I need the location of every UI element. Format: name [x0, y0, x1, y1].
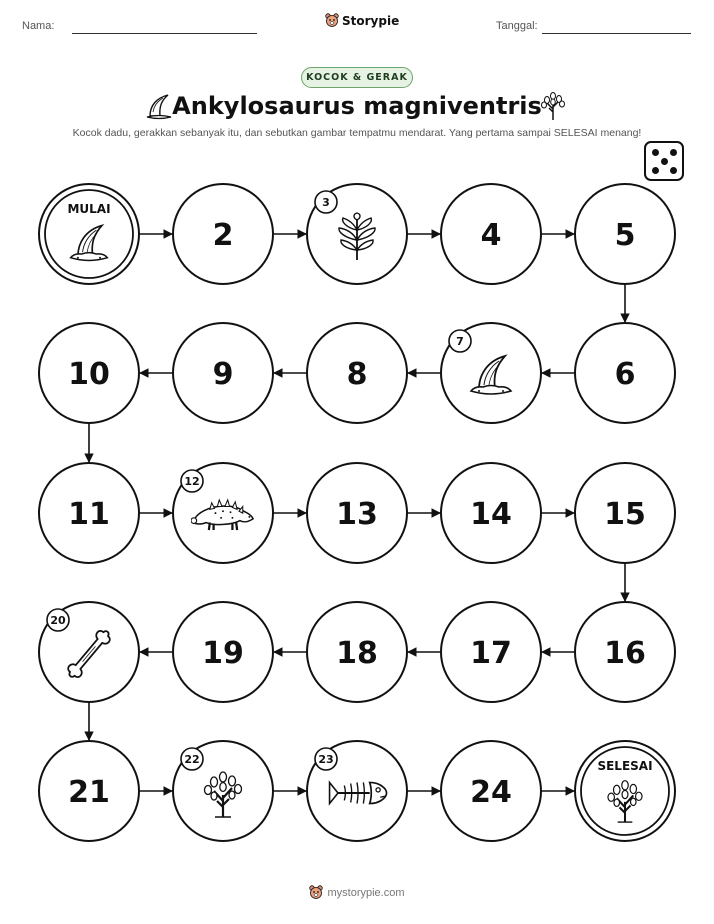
space-number: 14	[470, 497, 512, 532]
board-space	[575, 463, 675, 563]
space-number: 15	[604, 497, 646, 532]
board-space	[441, 463, 541, 563]
board-space	[39, 323, 139, 423]
board-space	[307, 602, 407, 702]
board-space	[39, 463, 139, 563]
space-number-badge: 3	[322, 196, 330, 209]
space-number: 9	[212, 357, 234, 392]
space-label: SELESAI	[597, 759, 653, 773]
start-space	[39, 184, 139, 284]
board-space	[307, 463, 407, 563]
category-badge: KOCOK & GERAK	[301, 67, 413, 88]
board-space	[441, 323, 541, 423]
instructions: Kocok dadu, gerakkan sebanyak itu, dan sebutkan gambar tempatmu mendarat. Yang pertama sampai SELESAI menang!	[72, 127, 642, 139]
board-space	[575, 184, 675, 284]
board-space	[307, 323, 407, 423]
board-space	[575, 323, 675, 423]
bear-icon	[309, 885, 323, 901]
board-space	[441, 741, 541, 841]
finish-space	[575, 741, 675, 841]
space-number-badge: 23	[318, 753, 334, 766]
space-label: MULAI	[67, 202, 111, 216]
board-space	[307, 184, 407, 284]
brand-name: Storypie	[342, 14, 400, 28]
board-space	[441, 602, 541, 702]
space-number: 19	[202, 636, 244, 671]
board-space	[39, 741, 139, 841]
footer-url: mystorypie.com	[327, 887, 405, 899]
board-space	[575, 602, 675, 702]
space-number: 13	[336, 497, 378, 532]
board-space	[173, 323, 273, 423]
space-number: 10	[68, 357, 110, 392]
board-space	[173, 602, 273, 702]
board-space	[39, 602, 139, 702]
space-number: 5	[614, 218, 636, 253]
board-space	[307, 741, 407, 841]
board-space	[441, 184, 541, 284]
space-number: 4	[480, 218, 502, 253]
footer	[0, 885, 714, 901]
space-number: 18	[336, 636, 378, 671]
space-number: 16	[604, 636, 646, 671]
page-title: Ankylosaurus magniventris	[172, 92, 542, 120]
board-space	[173, 463, 273, 563]
name-label: Nama:	[22, 20, 55, 32]
space-number-badge: 7	[456, 335, 464, 348]
space-number: 11	[68, 497, 110, 532]
space-number-badge: 22	[184, 753, 200, 766]
space-number: 17	[470, 636, 512, 671]
space-number: 2	[212, 218, 234, 253]
space-number: 24	[470, 775, 512, 810]
space-number-badge: 20	[50, 614, 66, 627]
date-label: Tanggal:	[496, 20, 538, 32]
board-space	[173, 184, 273, 284]
board-space	[173, 741, 273, 841]
space-number-badge: 12	[184, 475, 200, 488]
space-number: 21	[68, 775, 110, 810]
space-number: 8	[346, 357, 368, 392]
space-number: 6	[614, 357, 636, 392]
